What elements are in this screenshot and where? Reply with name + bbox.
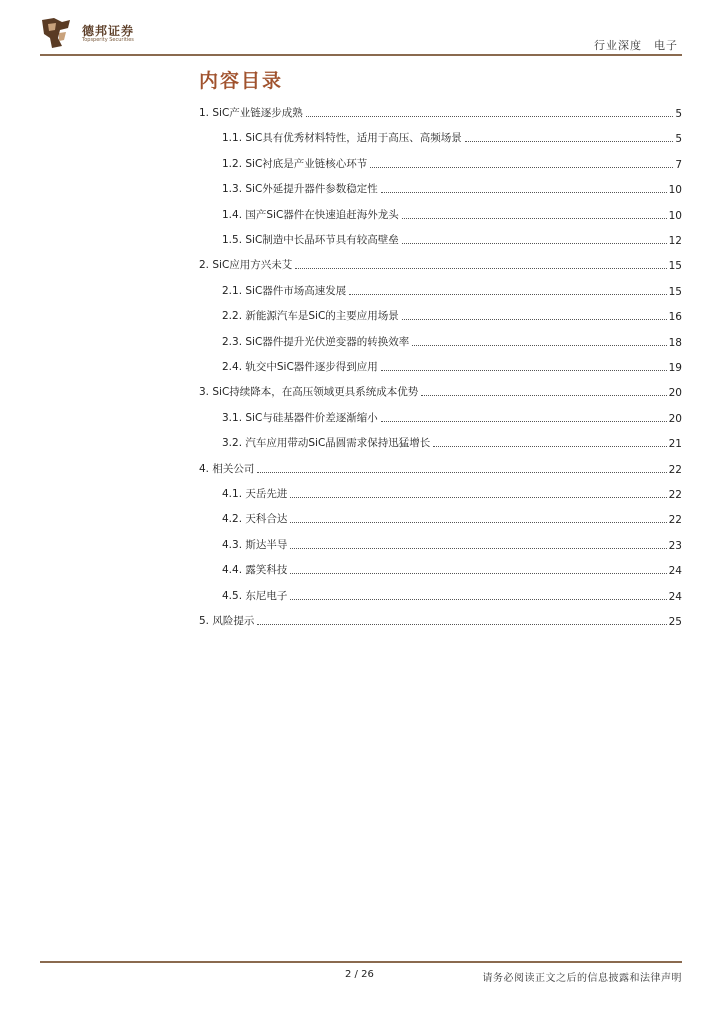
toc-leader-dots <box>433 445 666 447</box>
toc-entry-page: 25 <box>668 616 682 628</box>
toc-subsection-entry[interactable] <box>222 587 682 603</box>
toc-leader-dots <box>295 267 666 269</box>
toc-entry-title: 1.1. SiC具有优秀材料特性，适用于高压、高频场景 <box>222 132 462 144</box>
toc-leader-dots <box>381 369 667 371</box>
toc-entry-page: 22 <box>668 514 682 526</box>
toc-entry-title: 4.1. 天岳先进 <box>222 488 288 500</box>
toc-leader-dots <box>290 521 666 523</box>
toc-entry-page: 24 <box>668 565 682 577</box>
toc-entry-title: 4.4. 露笑科技 <box>222 564 288 576</box>
toc-subsection-entry[interactable] <box>222 282 682 298</box>
toc-section-entry[interactable] <box>199 256 682 272</box>
toc-entry-title: 1.2. SiC衬底是产业链核心环节 <box>222 158 368 170</box>
toc-subsection-entry[interactable] <box>222 358 682 374</box>
toc-entry-page: 10 <box>668 210 682 222</box>
toc-entry-title: 1.5. SiC制造中长晶环节具有较高壁垒 <box>222 234 399 246</box>
toc-entry-title: 2.1. SiC器件市场高速发展 <box>222 285 347 297</box>
toc-entry-title: 3. SiC持续降本，在高压领域更具系统成本优势 <box>199 386 419 398</box>
toc-entry-page: 20 <box>668 413 682 425</box>
toc-leader-dots <box>402 242 667 244</box>
toc-leader-dots <box>381 191 667 193</box>
toc-subsection-entry[interactable] <box>222 206 682 222</box>
brand-logo-icon <box>40 16 74 50</box>
toc-entry-page: 15 <box>668 260 682 272</box>
toc-subsection-entry[interactable] <box>222 307 682 323</box>
toc-entry-page: 23 <box>668 540 682 552</box>
toc-leader-dots <box>306 115 674 117</box>
toc-leader-dots <box>290 598 666 600</box>
toc-leader-dots <box>290 572 666 574</box>
toc-entry-title: 5. 风险提示 <box>199 615 255 627</box>
toc-entry-page: 20 <box>668 387 682 399</box>
toc-entry-title: 2.2. 新能源汽车是SiC的主要应用场景 <box>222 310 399 322</box>
toc-entry-title: 1.4. 国产SiC器件在快速追赶海外龙头 <box>222 209 399 221</box>
toc-leader-dots <box>421 394 666 396</box>
toc-section-entry[interactable] <box>199 383 682 399</box>
toc-entry-page: 5 <box>675 108 682 120</box>
toc-entry-page: 12 <box>668 235 682 247</box>
toc-subsection-entry[interactable] <box>222 510 682 526</box>
toc-entry-title: 4.3. 斯达半导 <box>222 539 288 551</box>
toc-entry-title: 3.1. SiC与硅基器件价差逐渐缩小 <box>222 412 378 424</box>
toc-entry-page: 18 <box>668 337 682 349</box>
toc-entry-page: 10 <box>668 184 682 196</box>
toc-subsection-entry[interactable] <box>222 129 682 145</box>
page-header <box>40 14 682 58</box>
toc-entry-title: 4. 相关公司 <box>199 463 255 475</box>
toc-title: 内容目录 <box>199 70 284 92</box>
toc-subsection-entry[interactable] <box>222 434 682 450</box>
toc-leader-dots <box>257 471 666 473</box>
toc-subsection-entry[interactable] <box>222 333 682 349</box>
page-number: 2 / 26 <box>345 969 374 980</box>
header-divider <box>40 54 682 56</box>
toc-section-entry[interactable] <box>199 104 682 120</box>
toc-entry-page: 24 <box>668 591 682 603</box>
toc-leader-dots <box>257 623 666 625</box>
toc-subsection-entry[interactable] <box>222 231 682 247</box>
toc-subsection-entry[interactable] <box>222 536 682 552</box>
toc-section-entry[interactable] <box>199 460 682 476</box>
toc-entry-page: 22 <box>668 489 682 501</box>
toc-entry-title: 2.3. SiC器件提升光伏逆变器的转换效率 <box>222 336 410 348</box>
toc-entry-title: 2. SiC应用方兴未艾 <box>199 259 293 271</box>
toc-subsection-entry[interactable] <box>222 485 682 501</box>
industry-label: 电子 <box>654 39 678 52</box>
toc-leader-dots <box>402 217 667 219</box>
footer-divider <box>40 961 682 963</box>
toc-entry-title: 3.2. 汽车应用带动SiC晶圆需求保持迅猛增长 <box>222 437 431 449</box>
toc-section-entry[interactable] <box>199 612 682 628</box>
toc-subsection-entry[interactable] <box>222 561 682 577</box>
report-category <box>594 37 678 53</box>
toc-entry-title: 1. SiC产业链逐步成熟 <box>199 107 303 119</box>
toc-entry-page: 21 <box>668 438 682 450</box>
toc-entry-title: 1.3. SiC外延提升器件参数稳定性 <box>222 183 378 195</box>
legal-disclaimer: 请务必阅读正文之后的信息披露和法律声明 <box>482 973 682 984</box>
toc-subsection-entry[interactable] <box>222 409 682 425</box>
toc-entry-title: 4.5. 东尼电子 <box>222 590 288 602</box>
toc-leader-dots <box>381 420 667 422</box>
toc-leader-dots <box>290 547 666 549</box>
toc-leader-dots <box>290 496 666 498</box>
toc-entry-title: 4.2. 天科合达 <box>222 513 288 525</box>
toc-entry-title: 2.4. 轨交中SiC器件逐步得到应用 <box>222 361 378 373</box>
toc-entry-page: 16 <box>668 311 682 323</box>
toc-subsection-entry[interactable] <box>222 155 682 171</box>
toc-entry-page: 5 <box>675 133 682 145</box>
toc-leader-dots <box>412 344 666 346</box>
brand-logo <box>40 16 140 52</box>
toc-leader-dots <box>349 293 666 295</box>
report-type: 行业深度 <box>594 39 642 52</box>
brand-name-cn: 德邦证券 <box>82 24 135 38</box>
toc-entry-page: 22 <box>668 464 682 476</box>
toc-entry-page: 15 <box>668 286 682 298</box>
toc-leader-dots <box>465 140 674 142</box>
toc-entry-page: 7 <box>675 159 682 171</box>
toc-entry-page: 19 <box>668 362 682 374</box>
toc-leader-dots <box>402 318 667 320</box>
toc-subsection-entry[interactable] <box>222 180 682 196</box>
brand-name-en: Topsperity Securities <box>82 37 134 43</box>
toc-leader-dots <box>370 166 673 168</box>
